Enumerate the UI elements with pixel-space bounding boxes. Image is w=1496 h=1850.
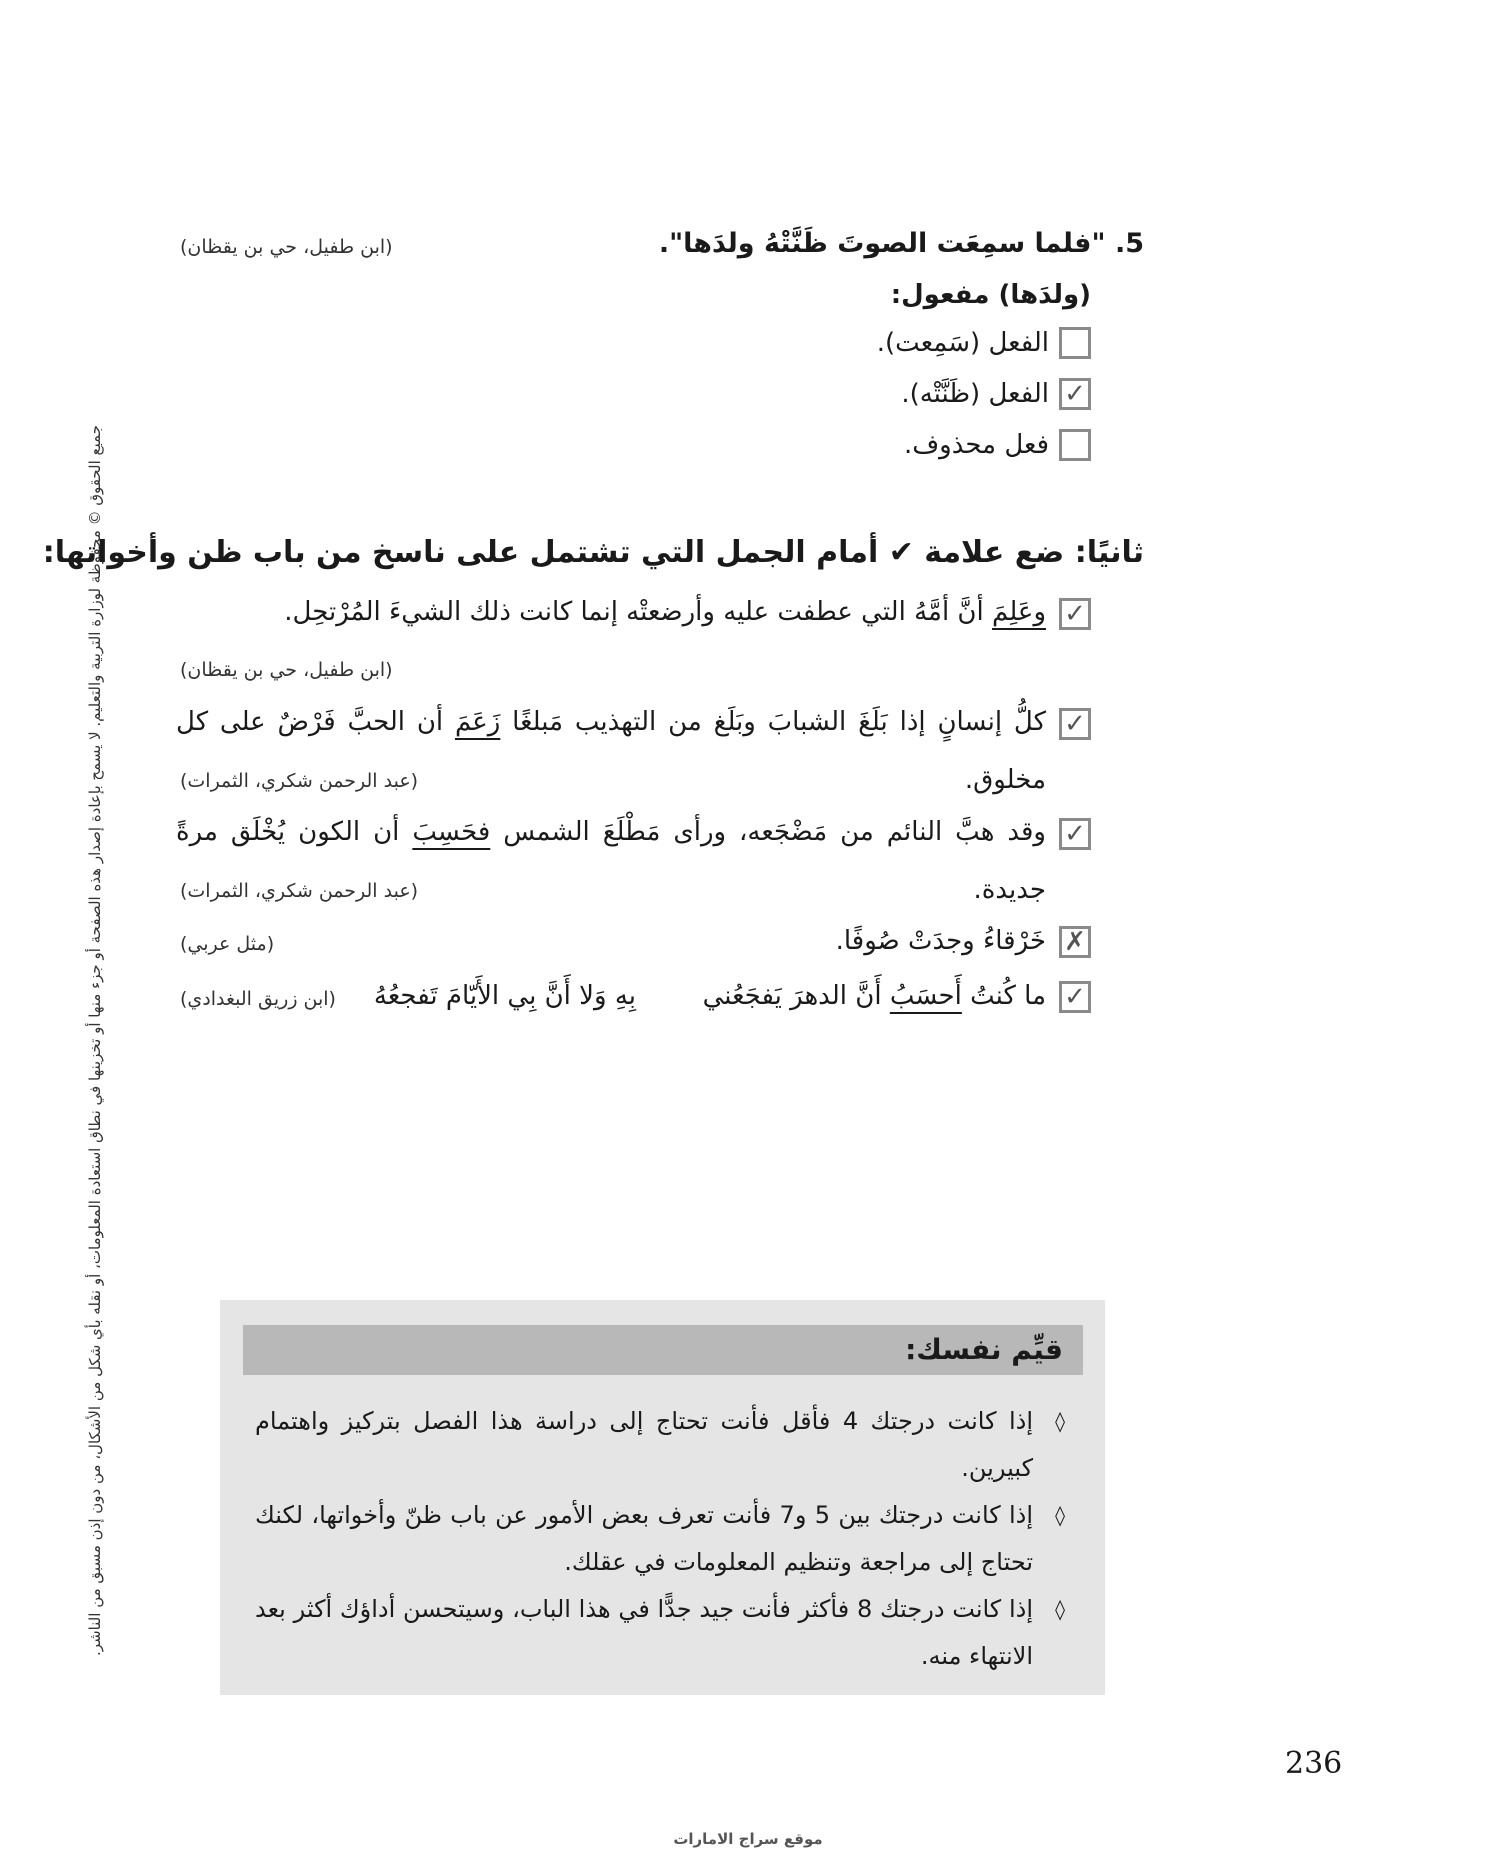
sentence-3-source: (عبد الرحمن شكري، الثمرات): [180, 880, 419, 902]
underlined-verb: وعَلِمَ: [992, 597, 1046, 627]
copyright-notice: جميع الحقوق © محفوظة لوزارة التربية والتعليم. لا يسمح بإعادة إصدار هذه الصفحة أو جزء منها أو تخزينها في نطاق استعادة المعلومات، أو نقله بأي شكل من الأشكال، من دون إذن مسبق من الناشر.: [86, 425, 104, 1657]
diamond-icon: ◊: [1055, 1597, 1065, 1621]
underlined-verb: زَعَمَ: [454, 707, 501, 737]
assessment-bullet-1: ◊ إذا كانت درجتك 4 فأقل فأنت تحتاج إلى دراسة هذا الفصل بتركيز واهتمام كبيرين.: [255, 1398, 1065, 1492]
page-number: 236: [1285, 1746, 1343, 1781]
checkbox-checked[interactable]: ✓: [1059, 818, 1091, 850]
option-label: فعل محذوف.: [903, 430, 1049, 460]
checkbox[interactable]: [1059, 429, 1091, 461]
sentence-5-source: (ابن زريق البغدادي): [180, 988, 336, 1010]
sentence-3: وقد هبَّ النائم من مَضْجَعه، ورأى مَطْلَعَ الشمس فحَسِبَ أن الكون يُخْلَق مرةً جديدة.: [176, 817, 1046, 905]
section-title: ثانيًا: ضع علامة ✔ أمام الجمل التي تشتمل على ناسخ من باب ظن وأخواتها:: [42, 535, 1144, 570]
question-number: 5.: [1114, 228, 1144, 259]
sentence-2-source: (عبد الرحمن شكري، الثمرات): [180, 770, 419, 792]
sentence-5-hemistich-2: بِهِ وَلا أَنَّ بِي الأَيّامَ تَفجعُهُ: [373, 981, 636, 1011]
assessment-bullet-3: ◊ إذا كانت درجتك 8 فأكثر فأنت جيد جدًّا في هذا الباب، وسيتحسن أداؤك أكثر بعد الانتهاء منه.: [255, 1586, 1065, 1680]
sentence-4: خَرْقاءُ وجدَتْ صُوفًا.: [835, 926, 1046, 956]
footer-site-name: موقع سراج الامارات: [673, 1830, 823, 1848]
checkbox-checked[interactable]: ✓: [1059, 708, 1091, 740]
diamond-icon: ◊: [1055, 1503, 1065, 1527]
sentence-4-source: (مثل عربي): [180, 933, 275, 955]
sentence-1: وعَلِمَ أنَّ أمَّهُ التي عطفت عليه وأرضعتْه إنما كانت ذلك الشيءَ المُرْتحِل.: [284, 597, 1046, 627]
subquestion: (ولدَها) مفعول:: [890, 280, 1091, 310]
underlined-verb: فحَسِبَ: [412, 817, 491, 847]
checkbox-checked[interactable]: ✓: [1059, 378, 1091, 410]
option-3[interactable]: [904, 429, 1091, 461]
sentence-5-hemistich-1: ما كُنتُ أَحسَبُ أَنَّ الدهرَ يَفجَعُني: [702, 981, 1046, 1011]
option-2[interactable]: [901, 378, 1091, 410]
option-1[interactable]: [877, 327, 1091, 359]
sentence-1-source: (ابن طفيل، حي بن يقظان): [180, 659, 393, 681]
option-label: الفعل (ظَنَّتْه).: [901, 379, 1049, 409]
checkbox-checked[interactable]: ✓: [1059, 981, 1091, 1013]
self-assessment-title: قيِّم نفسك:: [243, 1325, 1083, 1375]
checkbox[interactable]: [1059, 327, 1091, 359]
question-5: [659, 228, 1144, 259]
checkbox-crossed[interactable]: ✗: [1059, 926, 1091, 958]
question-5-source: (ابن طفيل، حي بن يقظان): [180, 236, 393, 258]
underlined-verb: أَحسَبُ: [889, 981, 962, 1011]
sentence-2: كلُّ إنسانٍ إذا بَلَغَ الشبابَ وبَلَغ من التهذيب مَبلغًا زَعَمَ أن الحبَّ فَرْضٌ على كل مخلوق.: [176, 707, 1047, 795]
diamond-icon: ◊: [1055, 1409, 1065, 1433]
option-label: الفعل (سَمِعت).: [876, 328, 1049, 358]
self-assessment-box: [220, 1300, 1105, 1695]
assessment-bullet-2: ◊ إذا كانت درجتك بين 5 و7 فأنت تعرف بعض الأمور عن باب ظنّ وأخواتها، لكنك تحتاج إلى مراجعة وتنظيم المعلومات في عقلك.: [255, 1492, 1065, 1586]
checkbox-checked[interactable]: ✓: [1059, 598, 1091, 630]
question-text: "فلما سمِعَت الصوتَ ظَنَّتْهُ ولدَها".: [658, 228, 1106, 259]
